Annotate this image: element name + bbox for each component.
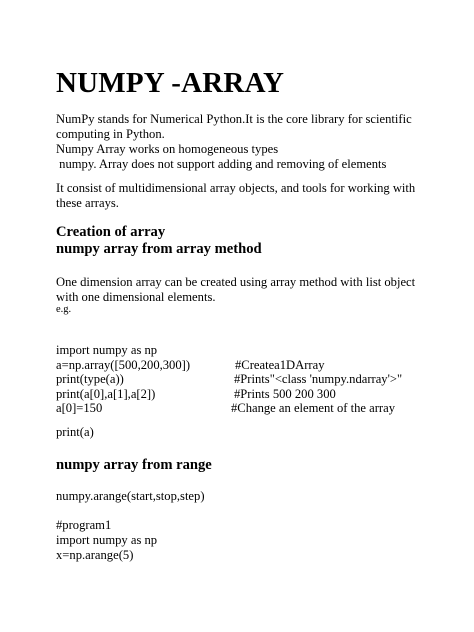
intro-line-2: computing in Python. [56, 127, 165, 141]
intro-line-1: NumPy stands for Numerical Python.It is the core library for scientific [56, 112, 412, 126]
intro-line-3: Numpy Array works on homogeneous types [56, 142, 279, 156]
code2-line-2: #program1 [56, 518, 112, 532]
one-dim-line-1: One dimension array can be created using array method with list object [56, 275, 416, 289]
page-title: NUMPY -ARRAY [56, 67, 285, 99]
code1-line-6: print(a) [56, 425, 94, 439]
code1-line-2: a=np.array([500,200,300]) [56, 358, 191, 372]
code1-comment-5: #Change an element of the array [231, 401, 395, 415]
code2-line-1: numpy.arange(start,stop,step) [56, 489, 205, 503]
code1-comment-4: #Prints 500 200 300 [234, 387, 336, 401]
code2-line-4: x=np.arange(5) [56, 548, 134, 562]
code1-comment-2: #Createa1DArray [235, 358, 325, 372]
section-heading-array-method: numpy array from array method [56, 241, 262, 257]
code2-line-3: import numpy as np [56, 533, 158, 547]
intro-line-4: numpy. Array does not support adding and removing of elements [56, 157, 387, 171]
consist-line-2: these arrays. [56, 196, 119, 210]
code1-line-1: import numpy as np [56, 343, 158, 357]
code1-line-5: a[0]=150 [56, 401, 103, 415]
section-heading-range: numpy array from range [56, 457, 212, 473]
code1-comment-3: #Prints"<class 'numpy.ndarray'>" [234, 372, 403, 386]
consist-line-1: It consist of multidimensional array objects, and tools for working with [56, 181, 416, 195]
one-dim-line-2: with one dimensional elements. [56, 290, 216, 304]
code1-line-4: print(a[0],a[1],a[2]) [56, 387, 156, 401]
eg-label: e.g. [56, 304, 72, 315]
code1-line-3: print(type(a)) [56, 372, 124, 386]
section-heading-creation: Creation of array [56, 224, 166, 240]
